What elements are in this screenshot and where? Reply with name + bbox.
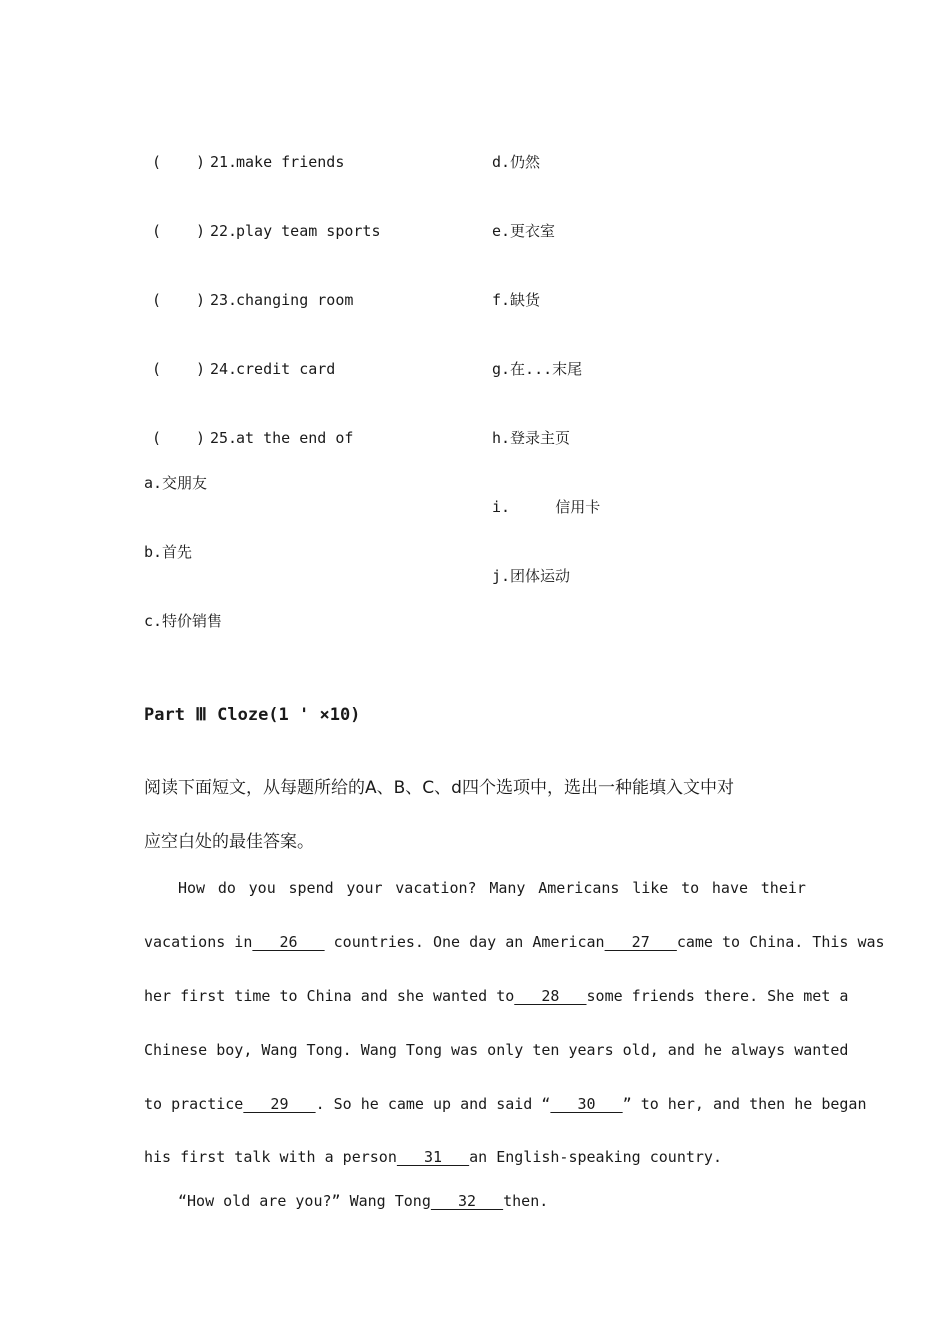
answer-paren-open: ( <box>152 360 162 378</box>
answer-paren-open: ( <box>152 291 162 309</box>
answer-paren-close: ) <box>196 429 206 447</box>
option-d: d.仍然 <box>492 153 541 171</box>
option-j: j.团体运动 <box>492 567 571 585</box>
blank-26: 26 <box>252 933 325 951</box>
answer-paren-open: ( <box>152 153 162 171</box>
option-i: i. 信用卡 <box>492 498 601 516</box>
blank-28: 28 <box>514 987 587 1005</box>
passage-line: to practice 29 . So he came up and said “ 30 ” to her, and then he began <box>144 1095 867 1113</box>
option-g: g.在...末尾 <box>492 360 583 378</box>
option-b: b.首先 <box>144 543 193 561</box>
answer-paren-open: ( <box>152 429 162 447</box>
instruction-text: 应空白处的最佳答案。 <box>144 832 314 852</box>
option-h: h.登录主页 <box>492 429 571 447</box>
passage-line: How do you spend your vacation? Many Americans like to have their <box>178 879 806 897</box>
instruction-text: 阅读下面短文，从每题所给的A、B、C、d四个选项中，选出一种能填入文中对 <box>144 778 734 798</box>
answer-paren-close: ) <box>196 360 206 378</box>
passage-line: her first time to China and she wanted to 28 some friends there. She met a <box>144 987 849 1005</box>
answer-paren-close: ) <box>196 222 206 240</box>
item-phrase: changing room <box>236 291 354 309</box>
blank-27: 27 <box>604 933 677 951</box>
blank-32: 32 <box>430 1192 504 1210</box>
item-phrase: make friends <box>236 153 345 171</box>
option-f: f.缺货 <box>492 291 541 309</box>
section-heading: Part Ⅲ Cloze(1 ' ×10) <box>144 705 361 725</box>
answer-paren-close: ) <box>196 291 206 309</box>
option-c: c.特价销售 <box>144 612 223 630</box>
item-phrase: at the end of <box>236 429 354 447</box>
option-e: e.更衣室 <box>492 222 556 240</box>
item-number: 23. <box>210 291 238 309</box>
answer-paren-close: ) <box>196 153 206 171</box>
passage-line: Chinese boy, Wang Tong. Wang Tong was only ten years old, and he always wanted <box>144 1041 849 1059</box>
option-a: a.交朋友 <box>144 474 208 492</box>
item-number: 25. <box>210 429 238 447</box>
item-phrase: play team sports <box>236 222 381 240</box>
passage-line: vacations in 26 countries. One day an American 27 came to China. This was <box>144 933 885 951</box>
item-number: 22. <box>210 222 238 240</box>
blank-29: 29 <box>243 1095 316 1113</box>
blank-31: 31 <box>396 1148 470 1166</box>
item-number: 24. <box>210 360 238 378</box>
blank-30: 30 <box>550 1095 623 1113</box>
passage-line: “How old are you?” Wang Tong 32 then. <box>178 1192 549 1210</box>
answer-paren-open: ( <box>152 222 162 240</box>
item-phrase: credit card <box>236 360 336 378</box>
item-number: 21. <box>210 153 238 171</box>
passage-line: his first talk with a person 31 an English-speaking country. <box>144 1148 722 1166</box>
